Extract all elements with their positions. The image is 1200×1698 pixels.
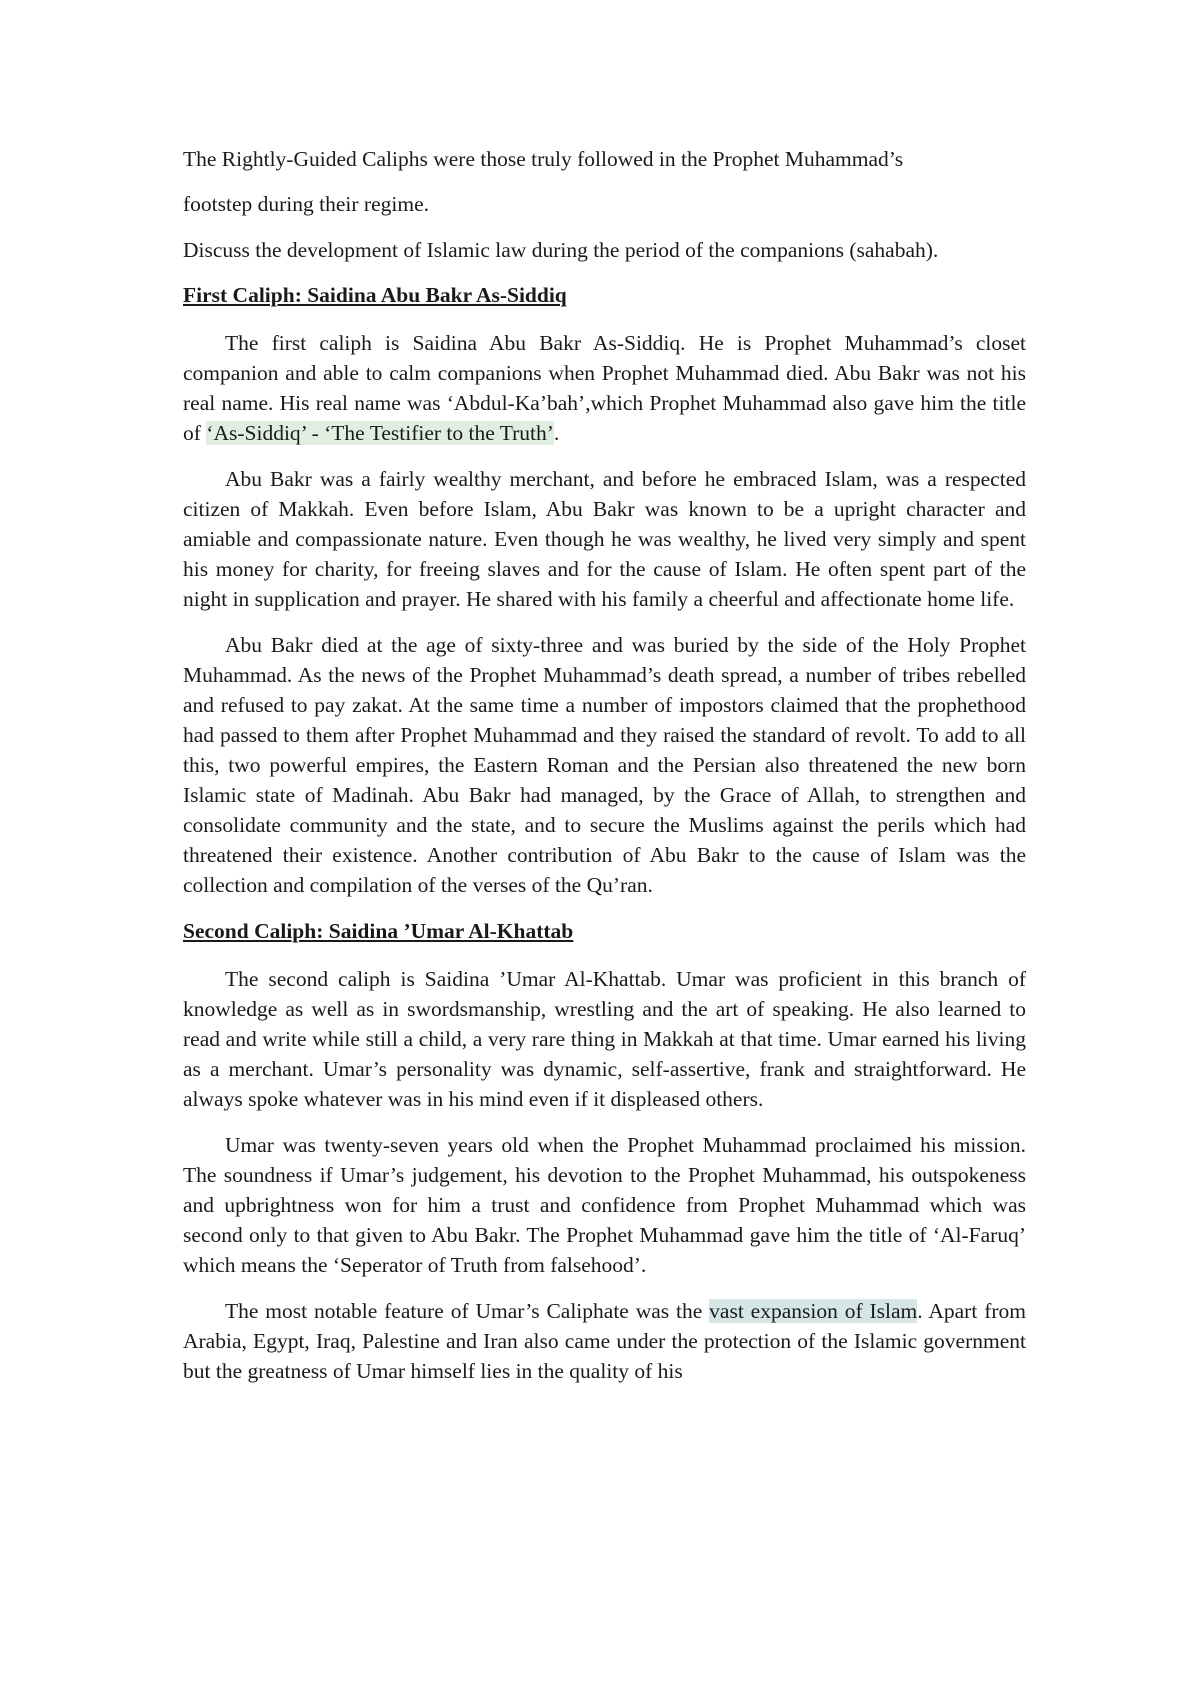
paragraph-text: The most notable feature of Umar’s Caliphate was the [225, 1299, 710, 1323]
section-heading-second-caliph: Second Caliph: Saidina ’Umar Al-Khattab [183, 919, 574, 943]
document-page [183, 144, 1026, 1402]
paragraph-umar-expansion [183, 1296, 1026, 1386]
highlighted-text: vast expansion of Islam [709, 1299, 918, 1323]
intro-line-2: footstep during their regime. [183, 192, 429, 216]
section-heading-first-caliph: First Caliph: Saidina Abu Bakr As-Siddiq [183, 283, 567, 307]
paragraph-abu-bakr-death: Abu Bakr died at the age of sixty-three and was buried by the side of the Holy Prophet Muhammad. As the news of the Prophet Muhammad’s death spread, a number of tribes rebelled and refused to pay zakat. At the same time a number of impostors claimed that the prophethood had passed to them after Prophet Muhammad and they raised the standard of revolt. To add to all this, two powerful empires, the Eastern Roman and the Persian also threatened the new born Islamic state of Madinah. Abu Bakr had managed, by the Grace of Allah, to strengthen and consolidate community and the state, and to secure the Muslims against the perils which had threatened their existence. Another contribution of Abu Bakr to the cause of Islam was the collection and compilation of the verses of the Qu’ran. [183, 633, 1026, 897]
paragraph-umar-title: Umar was twenty-seven years old when the Prophet Muhammad proclaimed his mission. The soundness if Umar’s judgement, his devotion to the Prophet Muhammad, his outspokeness and upbrightness won for him a trust and confidence from Prophet Muhammad which was second only to that given to Abu Bakr. The Prophet Muhammad gave him the title of ‘Al-Faruq’ which means the ‘Seperator of Truth from falsehood’. [183, 1133, 1026, 1277]
question-text: Discuss the development of Islamic law during the period of the companions (sahabah). [183, 238, 939, 262]
intro-line-1: The Rightly-Guided Caliphs were those truly followed in the Prophet Muhammad’s [183, 147, 904, 171]
paragraph-text: The first caliph is Saidina Abu Bakr As-Siddiq. He is Prophet Muhammad’s closet companion and able to calm companions when Prophet Muhammad died. Abu Bakr was not his real name. His real name was ‘Abdul-Ka’bah’,which Prophet Muhammad also gave him the title of [183, 331, 1026, 445]
paragraph-text-end: . [553, 421, 560, 445]
paragraph-abu-bakr-intro [183, 328, 1026, 448]
paragraph-abu-bakr-character: Abu Bakr was a fairly wealthy merchant, and before he embraced Islam, was a respected citizen of Makkah. Even before Islam, Abu Bakr was known to be a upright character and amiable and compassionate nature. Even though he was wealthy, he lived very simply and spent his money for charity, for freeing slaves and for the cause of Islam. He often spent part of the night in supplication and prayer. He shared with his family a cheerful and affectionate home life. [183, 467, 1026, 611]
paragraph-text-end: . Apart from Arabia, Egypt, Iraq, Palestine and Iran also came under the protection of the Islamic government but the greatness of Umar himself lies in the quality of his [183, 1299, 1026, 1383]
paragraph-umar-intro: The second caliph is Saidina ’Umar Al-Khattab. Umar was proficient in this branch of knowledge as well as in swordsmanship, wrestling and the art of speaking. He also learned to read and write while still a child, a very rare thing in Makkah at that time. Umar earned his living as a merchant. Umar’s personality was dynamic, self-assertive, frank and straightforward. He always spoke whatever was in his mind even if it displeased others. [183, 967, 1026, 1111]
highlighted-text: ‘As-Siddiq’ - ‘The Testifier to the Truth’ [206, 421, 554, 445]
